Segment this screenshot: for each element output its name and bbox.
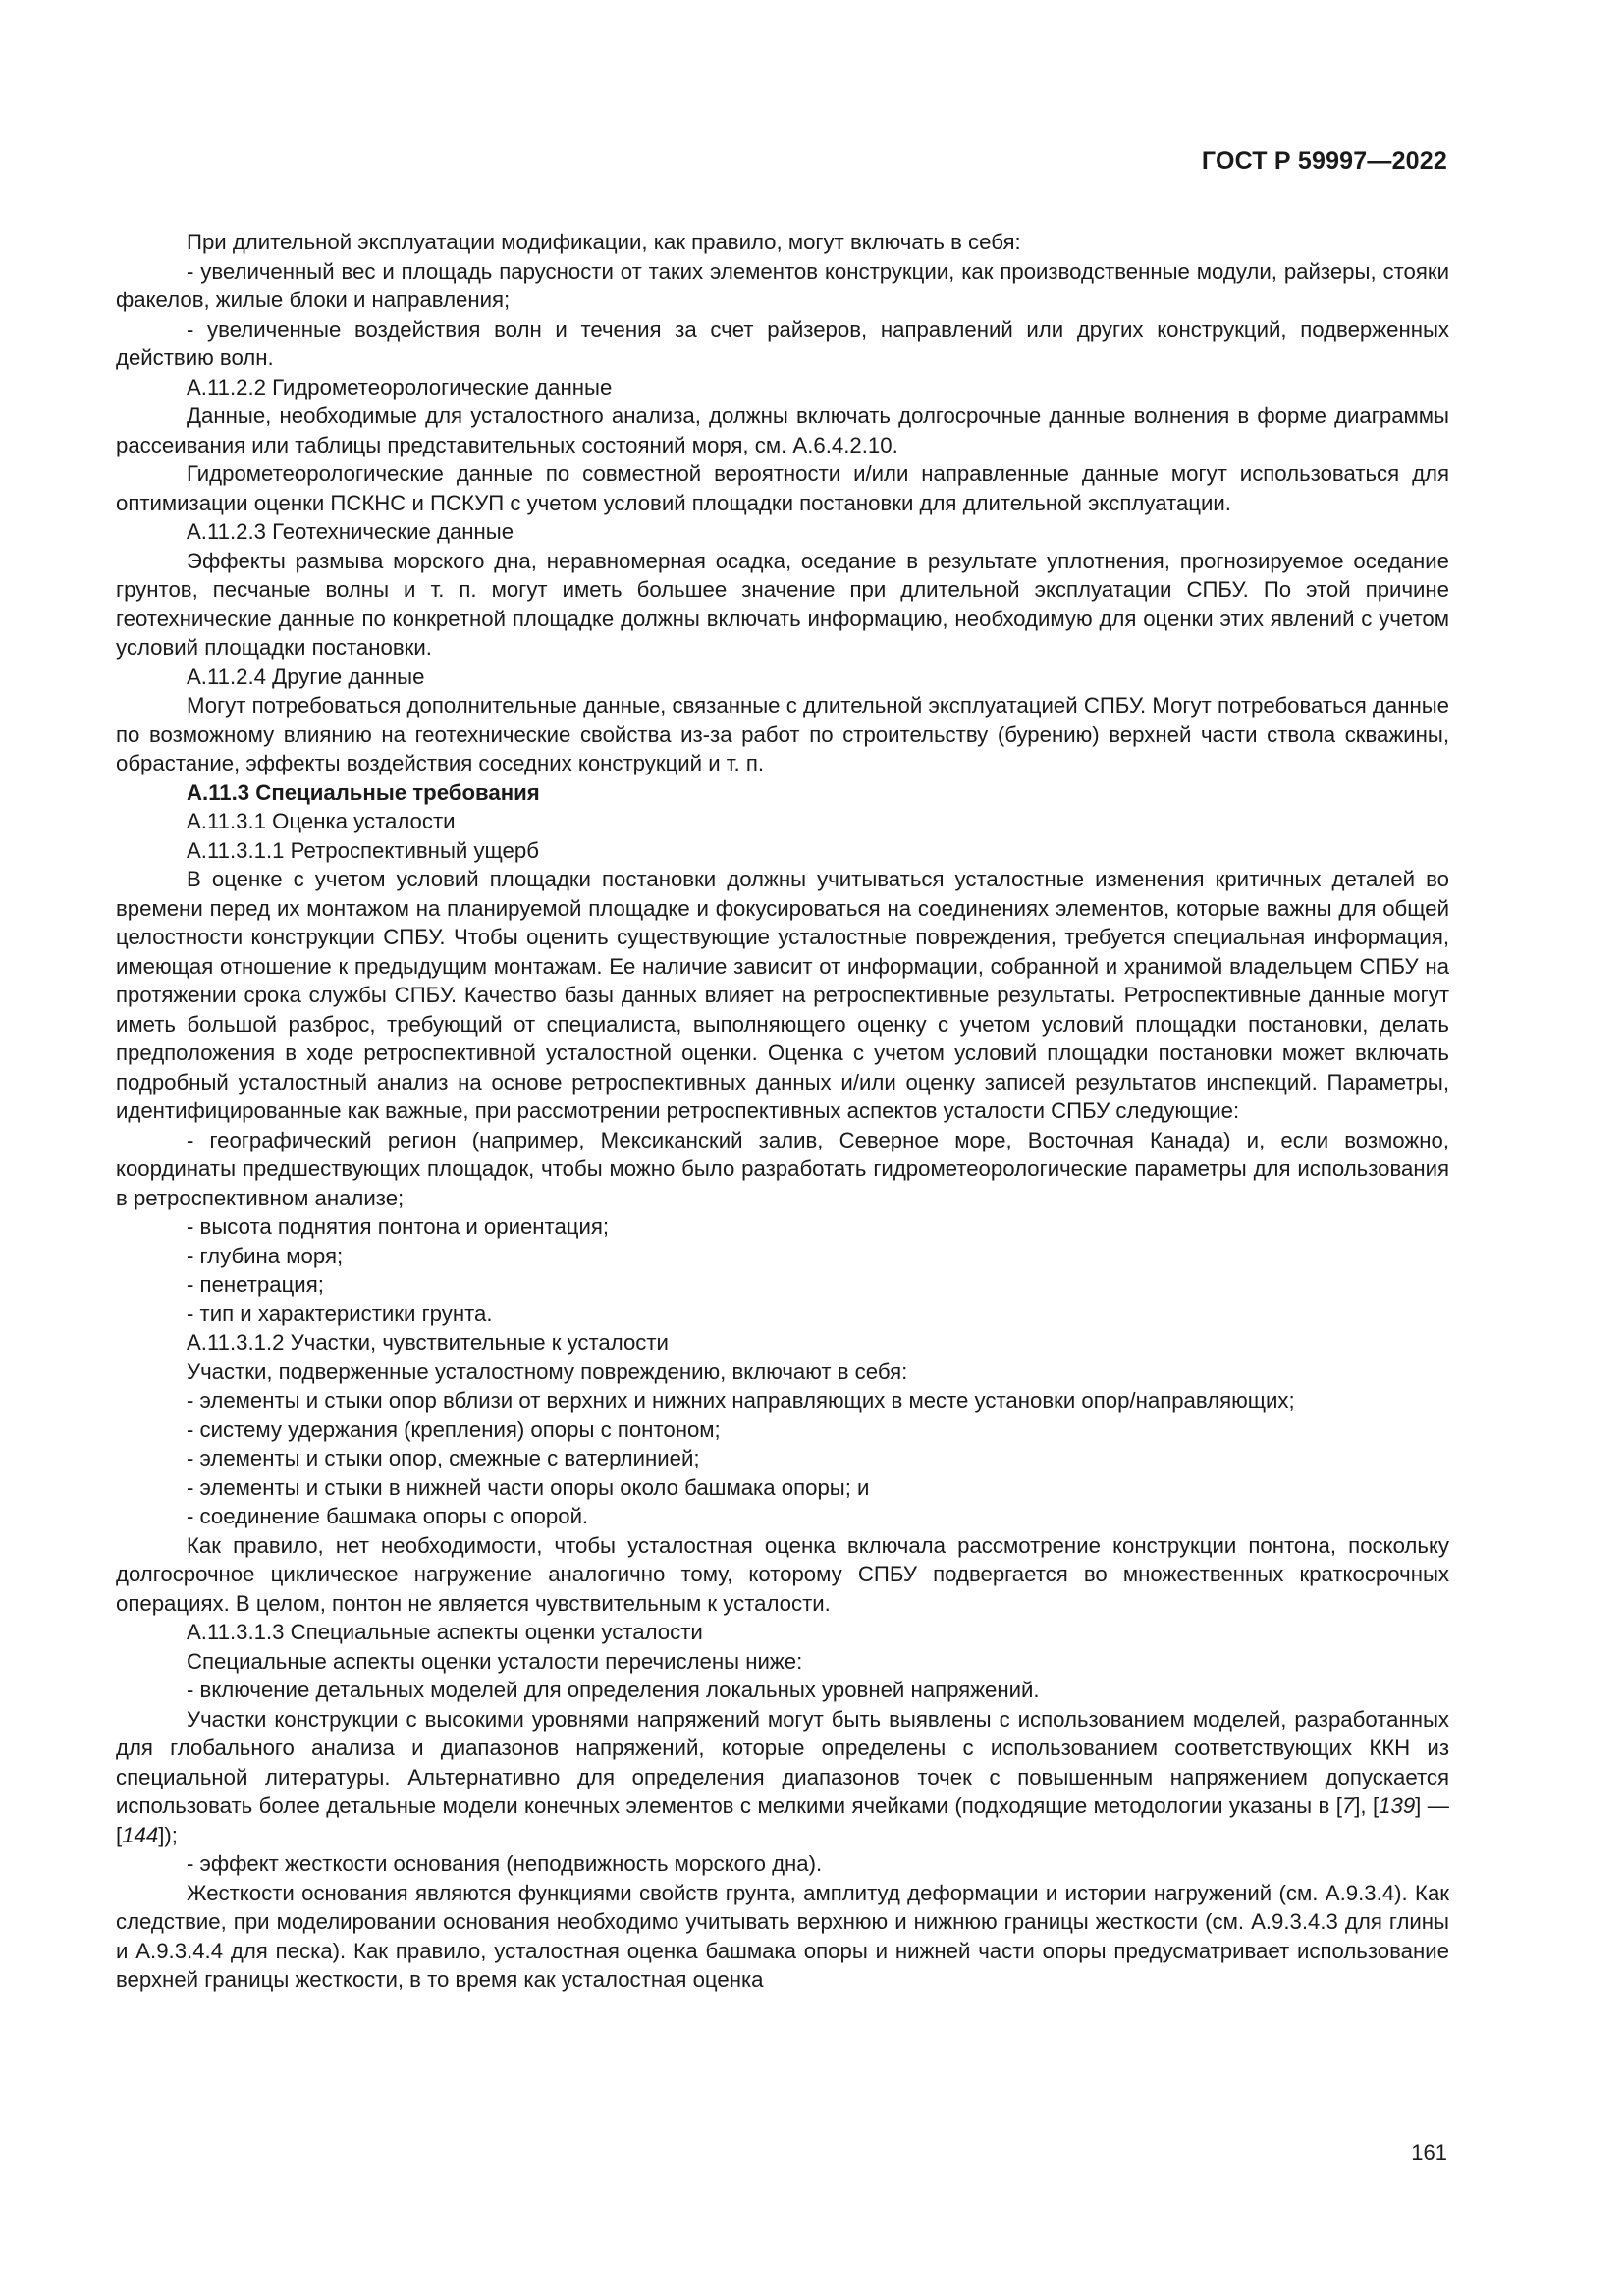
reference-separator: ] — [ [116, 1793, 1449, 1847]
document-body [116, 228, 1449, 1995]
reference-separator: ], [ [1354, 1793, 1380, 1818]
section-heading: А.11.3.1.3 Специальные аспекты оценки усталости [187, 1620, 703, 1644]
section-heading: А.11.3.1.2 Участки, чувствительные к усталости [187, 1330, 669, 1355]
section-heading: А.11.3.1.1 Ретроспективный ущерб [187, 837, 539, 863]
list-item: - увеличенные воздействия волн и течения за счет райзеров, направлений или других конструкций, подверженных действию волн. [116, 316, 1449, 370]
standard-designation: ГОСТ Р 59997—2022 [1201, 147, 1447, 175]
list-item: - включение детальных моделей для определения локальных уровней напряжений. [187, 1678, 1040, 1702]
list-item: - географический регион (например, Мексиканский залив, Северное море, Восточная Канада) и, если возможно, координаты предшествующих площадок, чтобы можно было разработать гидрометеорологические параметры для использования в ретроспективном анализе; [116, 1127, 1449, 1210]
paragraph: Как правило, нет необходимости, чтобы усталостная оценка включала рассмотрение конструкции понтона, поскольку долгосрочное циклическое нагружение аналогично тому, которому СПБУ подвергается во множественных краткосрочных операциях. В целом, понтон не является чувствительным к усталости. [116, 1532, 1449, 1616]
reference-end: ]); [158, 1822, 178, 1847]
section-heading: А.11.2.2 Гидрометеорологические данные [187, 374, 613, 400]
section-heading: А.11.2.3 Геотехнические данные [187, 519, 514, 544]
paragraph-with-references [116, 1705, 1449, 1850]
list-item: - пенетрация; [187, 1272, 324, 1297]
list-item: - тип и характеристики грунта. [187, 1301, 493, 1326]
page-number: 161 [1411, 2140, 1447, 2164]
reference: 144 [122, 1822, 159, 1847]
paragraph: Гидрометеорологические данные по совместной вероятности и/или направленные данные могут использоваться для оптимизации оценки ПСКНС и ПСКУП с учетом условий площадки постановки для длительной эксплуатации. [116, 461, 1449, 515]
list-item: - увеличенный вес и площадь парусности от таких элементов конструкции, как производственные модули, райзеры, стояки факелов, жилые блоки и направления; [116, 258, 1449, 312]
section-heading-bold: А.11.3 Специальные требования [187, 779, 540, 805]
paragraph: В оценке с учетом условий площадки постановки должны учитываться усталостные изменения критичных деталей во времени перед их монтажом на планируемой площадке и фокусироваться на соединениях элементов, которые важны для общей целостности конструкции СПБУ. Чтобы оценить существующие усталостные повреждения, требуется специальная информация, имеющая отношение к предыдущим монтажам. Ее наличие зависит от информации, собранной и хранимой владельцем СПБУ на протяжении срока службы СПБУ. Качество базы данных влияет на ретроспективные результаты. Ретроспективные данные могут иметь большой разброс, требующий от специалиста, выполняющего оценку с учетом условий площадки постановки, делать предположения в ходе ретроспективной усталостной оценки. Оценка с учетом условий площадки постановки может включать подробный усталостный анализ на основе ретроспективных данных и/или оценку записей результатов инспекций. Параметры, идентифицированные как важные, при рассмотрении ретроспективных аспектов усталости СПБУ следующие: [116, 867, 1449, 1123]
paragraph: Специальные аспекты оценки усталости перечислены ниже: [187, 1648, 803, 1674]
paragraph: Могут потребоваться дополнительные данные, связанные с длительной эксплуатацией СПБУ. Могут потребоваться данные по возможному влиянию на геотехнические свойства из-за работ по строительству (бурению) верхней части ствола скважины, обрастание, эффекты воздействия соседних конструкций и т. п. [116, 693, 1449, 775]
list-item: - соединение башмака опоры с опорой. [187, 1504, 589, 1528]
list-item: - высота поднятия понтона и ориентация; [187, 1214, 610, 1239]
paragraph: Эффекты размыва морского дна, неравномерная осадка, оседание в результате уплотнения, прогнозируемое оседание грунтов, песчаные волны и т. п. могут иметь большее значение при длительной эксплуатации СПБУ. По этой причине геотехнические данные по конкретной площадке должны включать информацию, необходимую для оценки этих явлений с учетом условий площадки постановки. [116, 548, 1449, 660]
list-item: - эффект жесткости основания (неподвижность морского дна). [187, 1851, 823, 1876]
list-item: - элементы и стыки опор вблизи от верхних и нижних направляющих в месте установки опор/направляющих; [187, 1388, 1295, 1413]
paragraph: Жесткости основания являются функциями свойств грунта, амплитуд деформации и истории нагружений (см. А.9.3.4). Как следствие, при моделировании основания необходимо учитывать верхнюю и нижнюю границы жесткости (см. А.9.3.4.3 для глины и А.9.3.4.4 для песка). Как правило, усталостная оценка башмака опоры и нижней части опоры предусматривает использование верхней границы жесткости, в то время как усталостная оценка [116, 1880, 1449, 1992]
reference: 7 [1341, 1793, 1355, 1818]
section-heading: А.11.2.4 Другие данные [187, 664, 425, 689]
paragraph-text: Участки конструкции с высокими уровнями напряжений могут быть выявлены с использованием моделей, разработанных для глобального анализа и диапазонов напряжений, которые определены с использованием соответствующих ККН из специальной литературы. Альтернативно для определения диапазонов точек с повышенным напряжением допускается использовать более детальные модели конечных элементов с мелкими ячейками (подходящие методологии указаны в [ [116, 1706, 1449, 1818]
list-item: - элементы и стыки в нижней части опоры около башмака опоры; и [187, 1474, 870, 1500]
list-item: - глубина моря; [187, 1243, 344, 1268]
list-item: - систему удержания (крепления) опоры с понтоном; [187, 1416, 721, 1442]
paragraph: Данные, необходимые для усталостного анализа, должны включать долгосрочные данные волнения в форме диаграммы рассеивания или таблицы представительных состояний моря, см. А.6.4.2.10. [116, 403, 1449, 457]
reference: 139 [1379, 1793, 1416, 1818]
list-item: - элементы и стыки опор, смежные с ватерлинией; [187, 1446, 700, 1470]
paragraph: При длительной эксплуатации модификации, как правило, могут включать в себя: [187, 230, 1021, 254]
section-heading: А.11.3.1 Оценка усталости [187, 809, 456, 833]
paragraph: Участки, подверженные усталостному повреждению, включают в себя: [187, 1359, 908, 1384]
